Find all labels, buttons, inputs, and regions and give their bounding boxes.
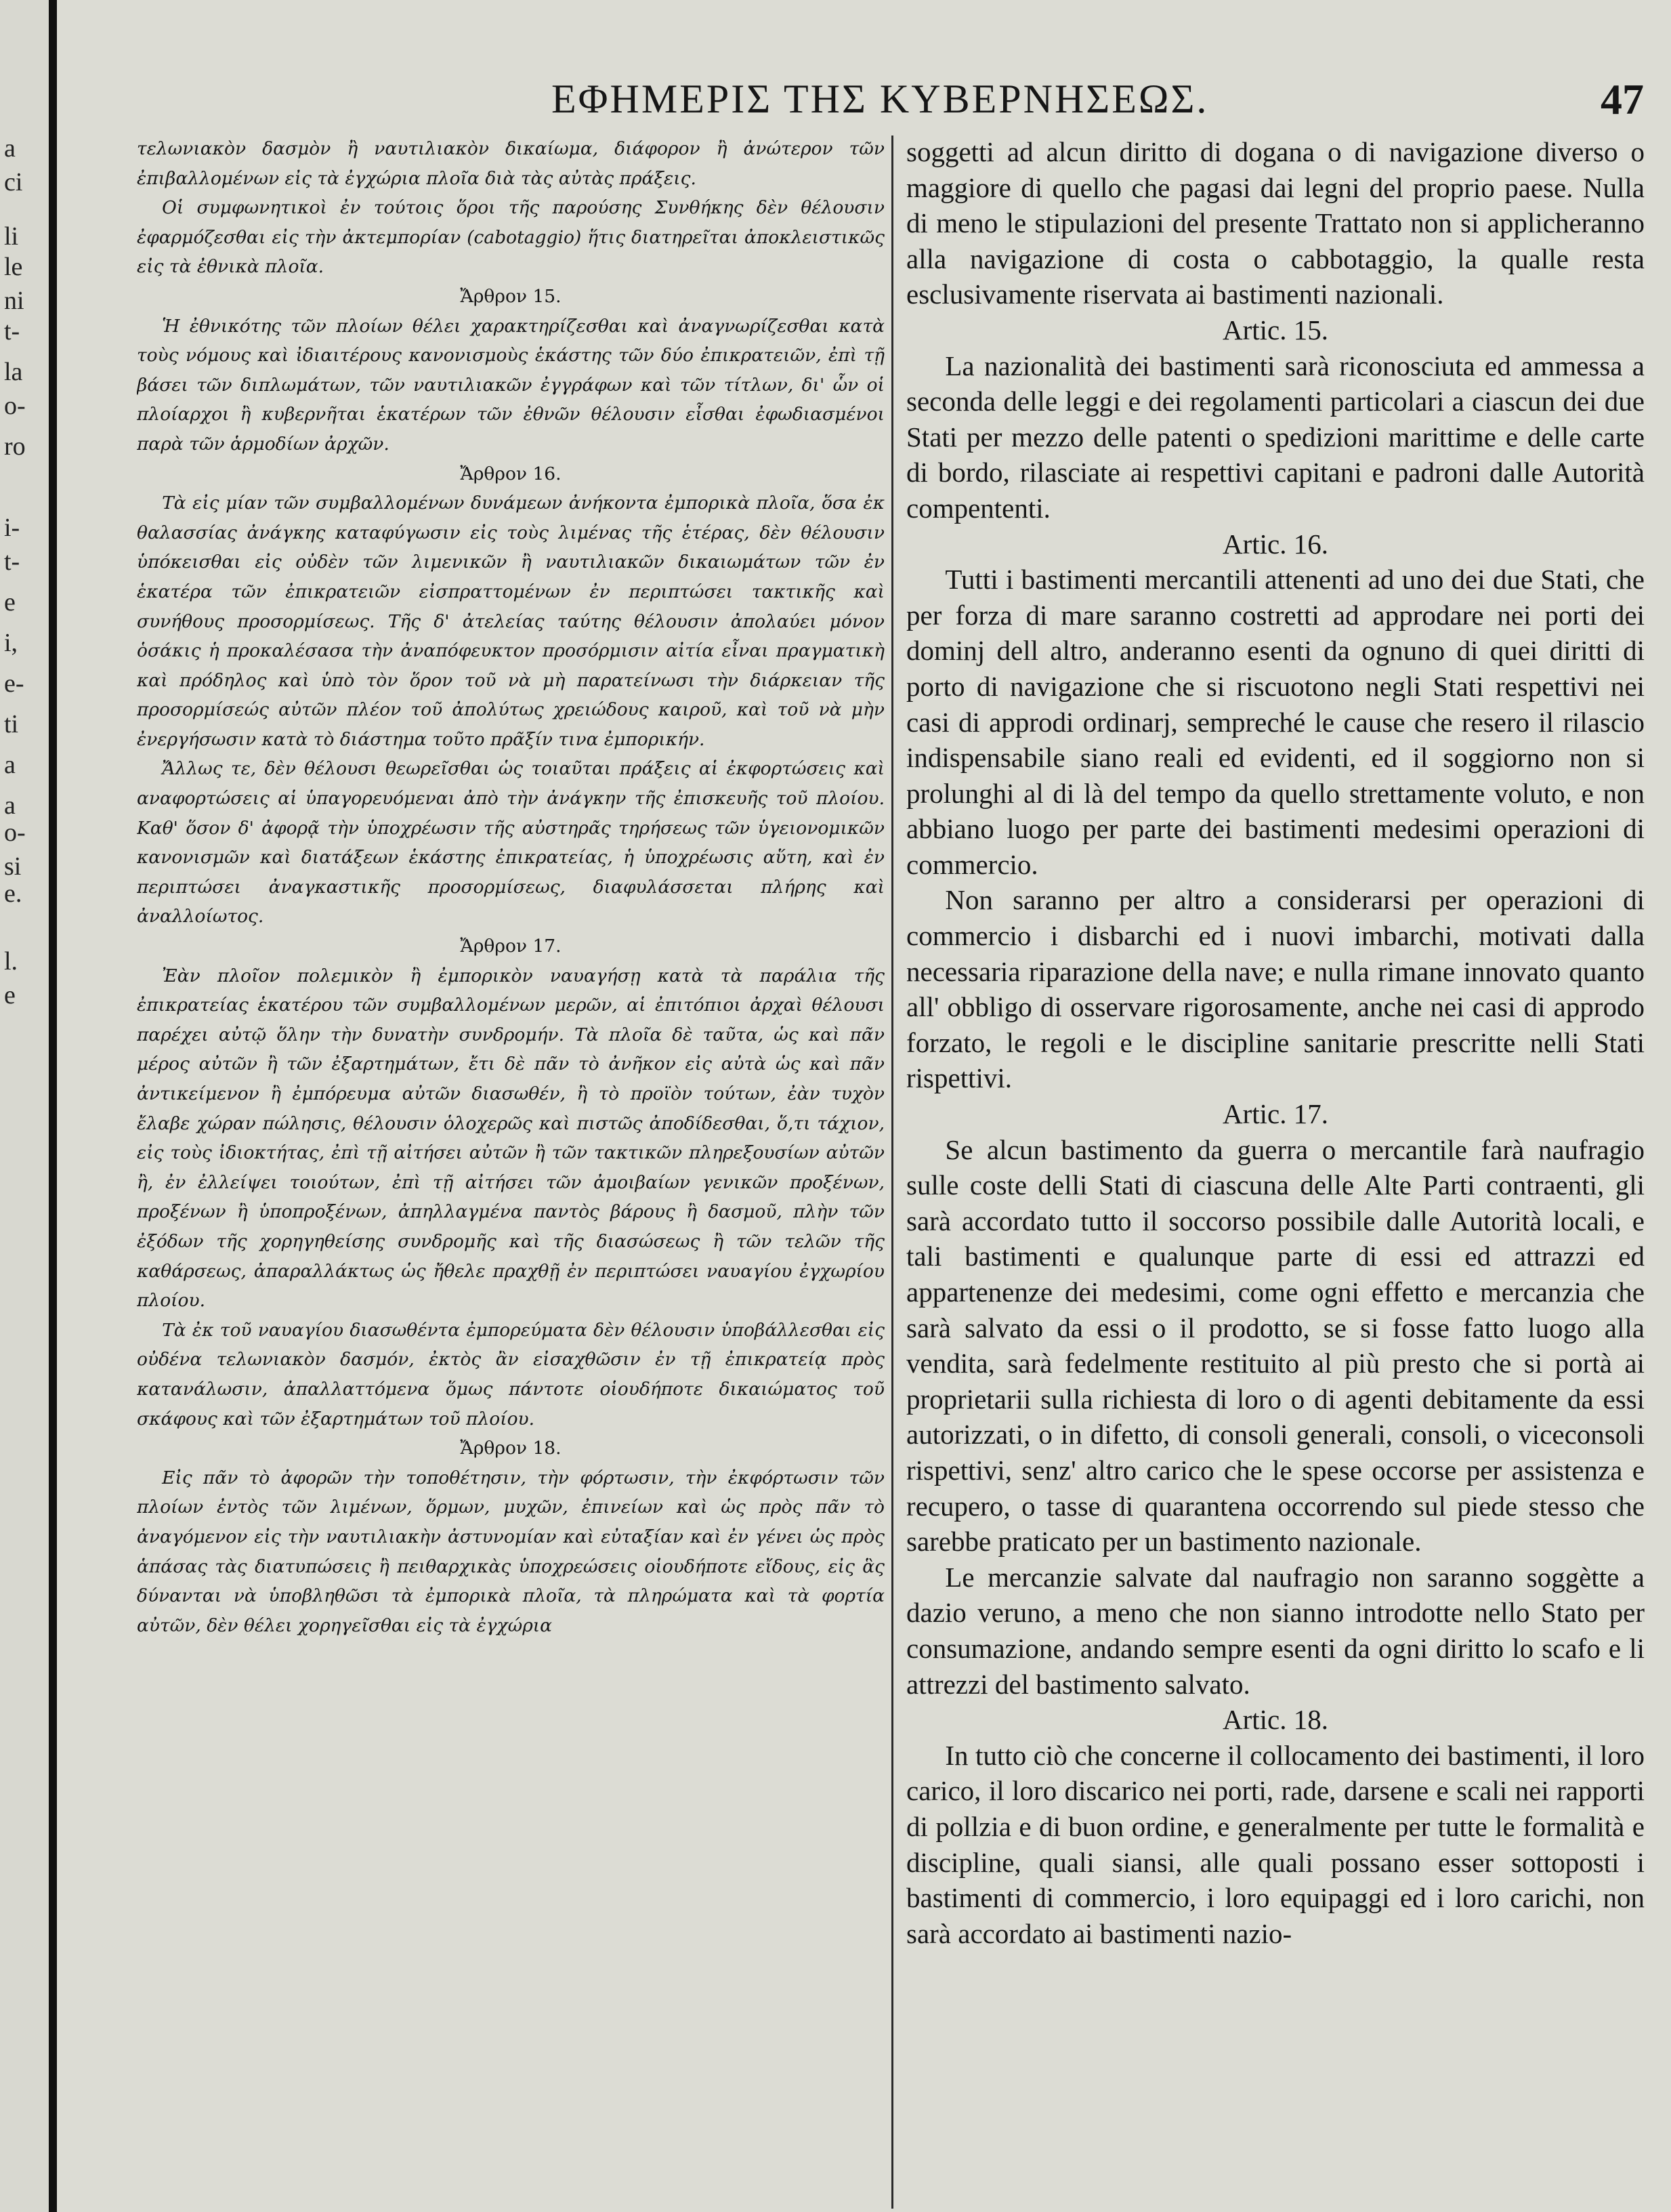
greek-paragraph: Οἱ συμφωνητικοὶ ἐν τούτοις ὅροι τῆς παρούσης Συνθήκης δὲν θέλουσιν ἐφαρμόζεσθαι εἰς τὴν ἀκτεμπορίαν (cabotaggio) ἥτις διατηρεῖται ἀποκλειστικῶς εἰς τὰ ἐθνικὰ πλοῖα.	[137, 197, 885, 278]
italian-paragraph: soggetti ad alcun diritto di dogana o di navigazione diverso o maggiore di quello che pagasi dai legni del proprio paese. Nulla di meno le stipulazioni del presente Trattato non si applicheranno alla navigazione di costa o cabbotaggio, la qualle resta esclusivamente riservata ai bastimenti nazionali.	[906, 136, 1645, 310]
margin-fragment: i-	[4, 514, 20, 542]
italian-paragraph: In tutto ciò che concerne il collocamento dei bastimenti, il loro carico, il loro discarico nei porti, rade, darsene e scali nei rapporti di pollzia e di buon ordine, e generalmente per tutte le formalità e discipline, quali siansi, alle quali possano esser sottoposti i bastimenti di commercio, i loro equipaggi ed i loro carichi, non sarà accordato ai bastimenti nazio-	[906, 1739, 1645, 1949]
greek-paragraph: Ἐὰν πλοῖον πολεμικὸν ἢ ἐμπορικὸν ναυαγήσῃ κατὰ τὰ παράλια τῆς ἐπικρατείας ἑκατέρου τῶν συμβαλλομένων μερῶν, αἱ ἐπιτόπιοι ἀρχαὶ θέλουσι παρέχει αὐτῷ ὅλην τὴν δυνατὴν συνδρομήν. Τὰ πλοῖα δὲ ταῦτα, ὡς καὶ πᾶν μέρος αὐτῶν ἢ τῶν ἐξαρτημάτων, ἔτι δὲ πᾶν τὸ ἀνῆκον εἰς αὐτὰ ὡς καὶ πᾶν ἀντικείμενον ἢ ἐμπόρευμα αὐτῶν διασωθέν, ἢ τὸ προϊὸν τούτων, ἐὰν τυχὸν ἔλαβε χώραν πώλησις, θέλουσιν ὁλοχερῶς καὶ πιστῶς ἀποδίδεσθαι, ὅ,τι τάχιον, εἰς τοὺς ἰδιοκτήτας, ἐπὶ τῇ αἰτήσει αὐτῶν ἢ τῶν τακτικῶν πληρεξουσίων αὐτῶν ἢ, ἐν ἐλλείψει τοιούτων, ἐπὶ τῇ αἰτήσει τῶν ἀμοιβαίων γενικῶν προξένων, προξένων ἢ ὑποπροξένων, ἀπηλλαγμένα παντὸς βάρους ἢ δασμοῦ, πλὴν τῶν ἐξόδων τῆς χορηγηθείσης συνδρομῆς καὶ τῆς διασώσεως ἢ τῶν τελῶν τῆς καθάρσεως, ἀπαραλλάκτως ὡς ἤθελε πραχθῇ ἐν περιπτώσει ναυαγίου ἐγχωρίου πλοίου.	[137, 965, 885, 1312]
margin-fragment: la	[4, 358, 23, 386]
italian-paragraph: Non saranno per altro a considerarsi per operazioni di commercio i disbarchi ed i nuovi imbarchi, motivati dalla necessaria riparazione della nave; e nulla rimane innovato quanto all' obbligo di osservare rigorosamente, anche nei casi di approdo forzato, le regoli e le discipline sanitarie prescritte nelli Stati rispettivi.	[906, 884, 1645, 1094]
margin-fragment: l.	[4, 947, 18, 976]
greek-article-heading: Ἄρθρον 18.	[460, 1438, 562, 1459]
greek-paragraph: τελωνιακὸν δασμὸν ἢ ναυτιλιακὸν δικαίωμα, διάφορον ἢ ἀνώτερον τῶν ἐπιβαλλομένων εἰς τὰ ἐγχώρια πλοῖα διὰ τὰς αὐτὰς πράξεις.	[137, 138, 885, 189]
margin-fragment: ro	[4, 432, 26, 461]
column-divider	[891, 135, 893, 2209]
greek-paragraph: Τὰ ἐκ τοῦ ναυαγίου διασωθέντα ἐμπορεύματα δὲν θέλουσιν ὑποβάλλεσθαι εἰς οὐδένα τελωνιακὸν δασμόν, ἐκτὸς ἂν εἰσαχθῶσιν ἐν τῇ ἐπικρατείᾳ πρὸς κατανάλωσιν, ἀπαλλαττόμενα ὅμως πάντοτε οἱουδήποτε δικαιώματος τοῦ σκάφους καὶ τῶν ἐξαρτημάτων τοῦ πλοίου.	[137, 1319, 885, 1430]
italian-article-heading: Artic. 15.	[1223, 314, 1328, 346]
margin-fragment: o-	[4, 392, 26, 420]
italian-paragraph: Se alcun bastimento da guerra o mercantile farà naufragio sulle coste delli Stati di ciascuna delle Alte Parti contraenti, gli sarà accordato tutto il soccorso possibile dalle Autorità locali, e tali bastimenti e qualunque parte di essi ed attrazzi ed appartenenze dei medesimi, come ogni effetto e mercanzia che sarà salvato da essi o il prodotto, se si fosse fatto luogo alla vendita, sarà fedelmente restituito al più presto che si portà ai proprietarii sulla richiesta di loro o di agenti debitamente da essi autorizzati, o in difetto, di consoli generali, consoli, o viceconsoli rispettivi, senz' altro carico che le spese occorse per assistenza e recupero, o tasse di quarantena occorrendo sul piede stesso che sarebbe praticato per un bastimento nazionale.	[906, 1133, 1645, 1558]
margin-fragment: ni	[4, 287, 24, 315]
greek-column	[137, 134, 885, 2200]
margin-fragment: t-	[4, 317, 20, 346]
margin-fragment: si	[4, 852, 22, 881]
adjacent-page-strip	[0, 0, 49, 2212]
italian-article-heading: Artic. 17.	[1223, 1098, 1328, 1130]
italian-article-heading: Artic. 18.	[1223, 1704, 1328, 1736]
greek-paragraph: Ἡ ἐθνικότης τῶν πλοίων θέλει χαρακτηρίζεσθαι καὶ ἀναγνωρίζεσθαι κατὰ τοὺς νόμους καὶ ἰδιαιτέρους κανονισμοὺς ἑκάστης τῶν δύο ἐπικρατειῶν, ἐπὶ τῇ βάσει τῶν διπλωμάτων, τῶν ναυτιλιακῶν ἐγγράφων καὶ τῶν τίτλων, δι' ὧν οἱ πλοίαρχοι ἢ κυβερνῆται ἑκατέρων τῶν ἐθνῶν θέλουσιν εἶσθαι ἐφωδιασμένοι παρὰ τῶν ἁρμοδίων ἀρχῶν.	[137, 315, 885, 455]
margin-fragment: le	[4, 253, 23, 281]
italian-paragraph: Le mercanzie salvate dal naufragio non saranno soggètte a dazio veruno, a meno che non sianno introdotte nello Stato per consumazione, andando sempre esenti da ogni diritto lo scafo e li attrezzi del bastimento salvato.	[906, 1561, 1645, 1700]
margin-fragment: e-	[4, 669, 24, 698]
margin-fragment: i,	[4, 629, 18, 657]
margin-fragment: ci	[4, 168, 23, 196]
greek-paragraph: Εἰς πᾶν τὸ ἀφορῶν τὴν τοποθέτησιν, τὴν φόρτωσιν, τὴν ἐκφόρτωσιν τῶν πλοίων ἐντὸς τῶν λιμένων, ὅρμων, μυχῶν, ἐπινείων καὶ ὡς πρὸς πᾶν τὸ ἀναγόμενον εἰς τὴν ναυτιλιακὴν ἀστυνομίαν καὶ εὐταξίαν καὶ ἐν γένει ὡς πρὸς ἁπάσας τὰς διατυπώσεις ἢ πειθαρχικὰς ὑποχρεώσεις οἱουδήποτε εἴδους, εἰς ἃς δύνανται νὰ ὑποβληθῶσι τὰ ἐμπορικὰ πλοῖα, τὰ πληρώματα καὶ τὰ φορτία αὐτῶν, δὲν θέλει χορηγεῖσθαι εἰς τὰ ἐγχώρια	[137, 1467, 885, 1636]
greek-article-heading: Ἄρθρον 15.	[460, 285, 562, 307]
margin-fragment: e.	[4, 879, 22, 908]
italian-article-heading: Artic. 16.	[1223, 528, 1328, 560]
margin-fragment: o-	[4, 818, 26, 847]
margin-fragment: e	[4, 588, 16, 617]
greek-article-heading: Ἄρθρον 16.	[460, 463, 562, 484]
margin-fragment: a	[4, 134, 16, 163]
margin-fragment: a	[4, 791, 16, 820]
document-page	[57, 0, 1671, 2212]
greek-article-heading: Ἄρθρον 17.	[460, 936, 562, 957]
greek-paragraph: Ἄλλως τε, δὲν θέλουσι θεωρεῖσθαι ὡς τοιαῦται πράξεις αἱ ἐκφορτώσεις καὶ αναφορτώσεις αἱ ὑπαγορευόμεναι ἀπὸ τὴν ἀνάγκην τῆς ἐπισκευῆς τοῦ πλοίου. Καθ' ὅσον δ' ἀφορᾷ τὴν ὑποχρέωσιν τῆς αὐστηρᾶς τηρήσεως τῶν ὑγειονομικῶν κανονισμῶν καὶ διατάξεων ἑκάστης ἐπικρατείας, ἡ ὑποχρέωσις αὕτη, καὶ ἐν περιπτώσει ἀναγκαστικῆς προσορμίσεως, διαφυλάσσεται πλήρης καὶ ἀναλλοίωτος.	[137, 758, 885, 927]
margin-fragment: a	[4, 751, 16, 779]
margin-fragment: e	[4, 981, 16, 1009]
margin-fragment: t-	[4, 547, 20, 576]
margin-fragment: ti	[4, 710, 19, 738]
page-gutter	[49, 0, 57, 2212]
italian-paragraph: La nazionalità dei bastimenti sarà riconosciuta ed ammessa a seconda delle leggi e dei regolamenti particolari a ciascun dei due Stati per mezzo delle patenti o spedizioni marittime e delle carte di bordo, rilasciate ai respettivi capitani e padroni dalle Autorità compententi.	[906, 350, 1645, 524]
greek-paragraph: Τὰ εἰς μίαν τῶν συμβαλλομένων δυνάμεων ἀνήκοντα ἐμπορικὰ πλοῖα, ὅσα ἐκ θαλασσίας ἀνάγκης καταφύγωσιν εἰς τοὺς λιμένας τῆς ἑτέρας, δὲν θέλουσιν ὑπόκεισθαι εἰς οὐδὲν τῶν λιμενικῶν ἢ ναυτιλιακῶν δικαιωμάτων τῶν ἐν ἑκατέρα τῶν ἐπικρατειῶν εἰσπραττομένων ἐν περιπτώσει τακτικῆς καὶ συνήθους προσορμίσεως. Τῆς δ' ἀτελείας ταύτης θέλουσιν ἀπολαύει μόνον ὁσάκις ἡ προκαλέσασα τὴν ἀναπόφευκτον προσόρμισιν αἰτία εἶναι πραγματικὴ καὶ πρόδηλος καὶ ὑπὸ τὸν ὅρον τοῦ νὰ μὴ παρατείνωσι τὴν διάρκειαν τῆς προσορμίσεώς αὐτῶν πλέον τοῦ ἀπολύτως χρειώδους καιροῦ, καὶ τοῦ νὰ μὴν ἐνεργήσωσιν κατὰ τὸ διάστημα τοῦτο πρᾶξίν τινα ἐμπορικήν.	[137, 493, 885, 750]
margin-fragment: li	[4, 222, 19, 251]
italian-paragraph: Tutti i bastimenti mercantili attenenti ad uno dei due Stati, che per forza di mare saranno costretti ad approdare nei porti dei dominj dell altro, anderanno esenti da ognuno di quei diritti di porto di navigazione che si riscuotono negli Stati respettivi nei casi di approdi ordinarj, sempreché le cause che resero il rilascio indispensabile siano reali ed evidenti, ed il soggiorno non si prolunghi al di là del tempo da quello strettamente voluto, e non abbiano luogo per parte dei bastimenti medesimi operazioni di commercio.	[906, 564, 1645, 880]
italian-column	[906, 134, 1645, 2200]
page-number: 47	[1601, 75, 1644, 123]
page-header-title: ΕΦΗΜΕΡΙΣ ΤΗΣ ΚΥΒΕΡΝΗΣΕΩΣ.	[551, 77, 1209, 121]
